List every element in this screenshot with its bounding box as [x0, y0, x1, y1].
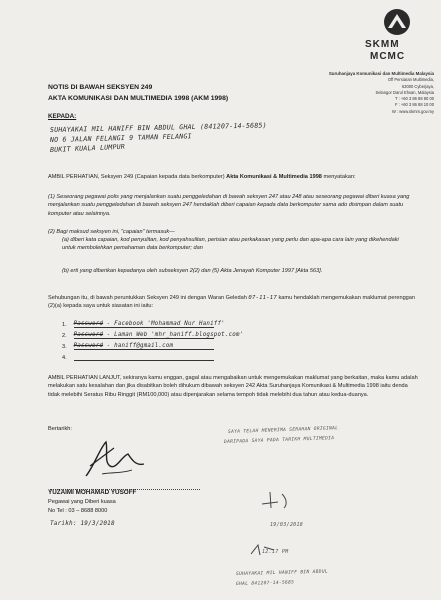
list-number: 2.	[62, 333, 67, 339]
paragraph-section-249	[48, 173, 418, 181]
warrant-date-handwritten: 07-11-17	[248, 295, 277, 301]
subsection-2b: (b) erti yang diberikan kepadanya oleh subseksyen 2(2) dan (5) Akta Jenayah Komputer 1997 [Akta 563].	[62, 268, 323, 274]
handwritten-value: - Laman Web 'mhr_haniff.blogspot.com'	[106, 332, 244, 338]
officer-phone: No Tel : 03 – 8688 8000	[48, 508, 108, 514]
list-handwritten	[74, 321, 225, 327]
p5-text: sekiranya kamu enggan, gagal atau mengabaikan untuk mengemukakan maklumat yang berkaitan, maka kamu adalah melakukan satu kesalahan dan jika disabitkan boleh dihukum dibawah seksyen 242 Akta Suruhanjaya Komunikasi & Multimedia 1998 iaitu denda tidak melebihi Seratus Ribu Ringgit (RM100,000) atau dipenjarakan selama tempoh tidak melebihi dua tahun atau kedua-duanya.	[48, 375, 418, 398]
issue-date-handwritten: Tarikh: 19/3/2018	[50, 520, 115, 527]
subsection-1: (1) Seseorang pegawai polis yang menjalankan suatu penggeledahan di bawah seksyen 247 atau 248 atau seseorang pegawai diberi kuasa yang menjalankan suatu penggeledahan di bawah seksyen 247 hendaklah diberi capaian kepada data berkomputer sama ado disimpan dalam suatu komputer atau selainnya.	[48, 194, 410, 217]
list-blank	[73, 320, 225, 328]
p1-prefix: AMBIL PERHATIAN, Seksyen 249 (Capaian kepada data berkomputer)	[48, 174, 225, 180]
recipient-name-handwritten: SUHAYAKAI MIL HANIFF BIN ABDUL GHAL (841207-14-5685)	[49, 121, 267, 134]
officer-signature	[80, 436, 150, 482]
officer-role: Pegawai yang Diberi kuasa	[48, 499, 116, 505]
list-item	[62, 353, 214, 364]
ack-ic: GHAL 841207-14-5685	[235, 580, 295, 587]
requested-items-list	[62, 320, 244, 364]
struck-word: Password	[73, 332, 104, 338]
address-line: Off Persiaran Multimedia,	[387, 77, 434, 83]
ack-line-2: DARIPADA SAYA PADA TARIKH MULTIMEDIA	[223, 436, 335, 445]
paragraph-warrant	[48, 294, 416, 311]
letterhead-address	[296, 71, 434, 115]
struck-word: Password	[73, 343, 104, 349]
ack-line-1: SAYA TELAH MENERIMA SERAHAN ORIGINAL	[227, 426, 339, 435]
list-blank	[74, 342, 214, 350]
list-blank	[74, 353, 214, 361]
act-title: AKTA KOMUNIKASI DAN MULTIMEDIA 1998 (AKM 1998)	[48, 95, 229, 102]
list-item	[62, 342, 214, 353]
p1-act-name: Akta Komunikasi & Multimedia 1998	[226, 174, 322, 180]
p1-suffix: menyatakan:	[323, 174, 356, 180]
paragraph-further-notice	[48, 374, 418, 399]
subsection-2a: (a) diberi kata capaian, kod penyulitan, kod penyahsulitan, perisian atau perkakasan yang perlu dan apa-apa cara lain yang dikehendaki untuk membolehkan pemahaman data berkomputer; dan	[62, 237, 399, 252]
list-number: 3.	[62, 344, 67, 350]
list-number: 4.	[62, 355, 67, 361]
list-blank	[73, 331, 244, 339]
officer-name: YUZAIMI MOHAMAD YUSOFF	[48, 489, 137, 496]
recipient-address-handwritten: NO 6 JALAN FELANGI 9 TAMAN FELANGI	[49, 132, 192, 144]
p5-prefix: AMBIL PERHATIAN LANJUT,	[48, 375, 122, 381]
logo-text-skmm: SKMM	[365, 39, 400, 50]
ack-name: SUHAYAKAI MIL HANIFF BIN ABDUL	[235, 569, 329, 577]
address-line: F : +60 3 86 88 10 00	[394, 102, 434, 108]
list-item	[62, 331, 244, 342]
address-line: 63000 Cyberjaya,	[401, 83, 434, 89]
subsection-2: (2) Bagi maksud seksyen ini, "capaian" termasuk—	[48, 229, 175, 235]
recipient-city-handwritten: BUKIT KUALA LUMPUR	[49, 142, 126, 154]
notice-title: NOTIS DI BAWAH SEKSYEN 249	[48, 84, 153, 91]
ack-date: 19/03/2018	[270, 522, 304, 528]
address-line: W : www.skmm.gov.my	[392, 108, 434, 114]
list-handwritten	[74, 332, 244, 338]
address-line: Selangor Darul Ehsan, Malaysia	[375, 89, 434, 95]
p4-part2: kamu hendaklah mengemukakan maklumat perenggan (2)(a) kepada saya untuk siasatan ini iaitu:	[48, 295, 416, 310]
list-handwritten	[74, 343, 174, 349]
recipient-signature	[258, 488, 308, 512]
handwritten-value: - Facebook 'Mohammad Nur Haniff'	[106, 321, 225, 327]
list-number: 1.	[62, 322, 67, 328]
list-item	[62, 320, 225, 331]
address-line: T : +60 3 86 88 80 00	[395, 96, 434, 102]
handwritten-value: - haniff@gmail.com	[106, 343, 174, 349]
struck-word: Password	[73, 321, 104, 327]
date-label: Bertarikh:	[48, 426, 72, 432]
ack-time: 12.17 PM	[262, 549, 289, 555]
address-line: Suruhanjaya Komunikasi dan Multimedia Malaysia	[328, 71, 434, 76]
recipient-label: KEPADA:	[48, 113, 77, 120]
p4-part1: Sehubungan itu, di bawah peruntukkan Seksyen 249 ini dengan Waran Geledah	[48, 295, 247, 301]
logo-text-mcmc: MCMC	[370, 51, 406, 62]
